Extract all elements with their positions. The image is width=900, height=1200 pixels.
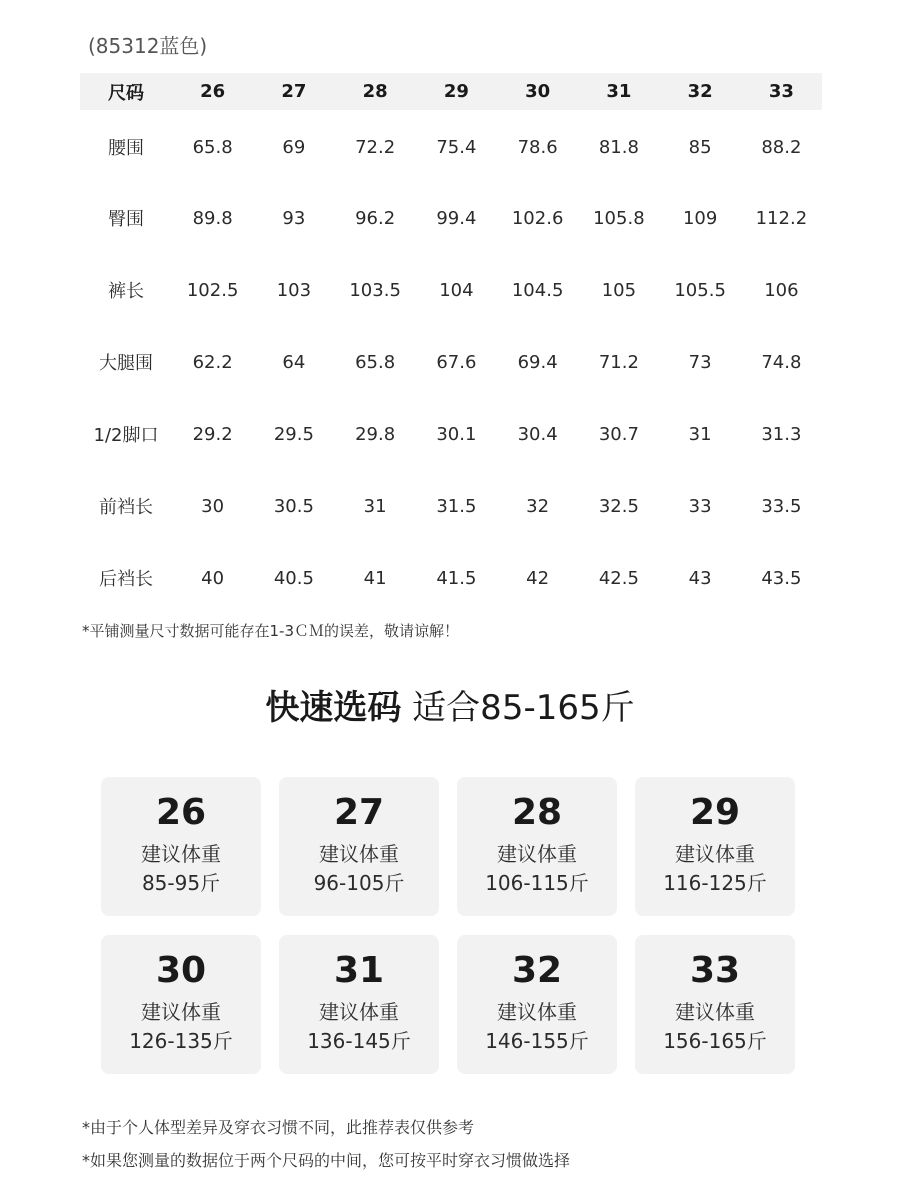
table-cell: 31 [363, 495, 387, 517]
table-row [80, 326, 822, 398]
table-cell: 69 [282, 136, 306, 158]
table-cell: 29.8 [355, 423, 396, 445]
table-cell: 69.4 [517, 351, 558, 373]
size-table [80, 73, 822, 614]
header-cell: 27 [281, 81, 307, 102]
table-cell: 31.5 [436, 495, 477, 517]
row-label: 臀围 [108, 209, 144, 230]
row-label: 大腿围 [99, 353, 153, 374]
table-cell: 74.8 [761, 351, 802, 373]
table-cell: 109 [682, 207, 718, 229]
table-cell: 29.5 [273, 423, 314, 445]
card-weight-range: 126-135斤 [129, 1029, 233, 1053]
table-cell: 78.6 [517, 136, 558, 158]
card-weight-range: 116-125斤 [663, 871, 767, 895]
product-code: (85312蓝色) [88, 34, 208, 58]
card-size: 27 [333, 792, 385, 833]
table-cell: 65.8 [192, 136, 233, 158]
table-cell: 81.8 [598, 136, 639, 158]
table-cell: 43 [688, 567, 712, 589]
card-label: 建议体重 [319, 842, 399, 866]
table-cell: 62.2 [192, 351, 233, 373]
quick-select-title-range: 适合85-165斤 [401, 688, 635, 728]
card-label: 建议体重 [675, 1000, 755, 1024]
card-size: 28 [511, 792, 563, 833]
table-row [80, 398, 822, 470]
table-cell: 67.6 [436, 351, 477, 373]
size-recommendation-grid [101, 777, 798, 1074]
size-card [279, 777, 439, 916]
card-size: 26 [155, 792, 207, 833]
table-cell: 33.5 [761, 495, 802, 517]
card-size: 33 [689, 950, 741, 991]
table-row [80, 110, 822, 182]
footer-note-between-sizes: *如果您测量的数据位于两个尺码的中间，您可按平时穿衣习惯做选择 [82, 1151, 571, 1170]
table-cell: 88.2 [761, 136, 802, 158]
table-cell: 40.5 [273, 567, 314, 589]
size-card [101, 777, 261, 916]
table-cell: 32 [526, 495, 550, 517]
table-cell: 41 [363, 567, 387, 589]
table-cell: 103.5 [349, 279, 401, 301]
card-size: 31 [333, 950, 385, 991]
table-cell: 30.7 [598, 423, 639, 445]
table-cell: 30.1 [436, 423, 477, 445]
table-cell: 105.8 [593, 207, 645, 229]
table-cell: 40 [201, 567, 225, 589]
row-label: 前裆长 [99, 497, 153, 518]
table-cell: 32.5 [598, 495, 639, 517]
table-cell: 43.5 [761, 567, 802, 589]
card-size: 29 [689, 792, 741, 833]
row-label: 后裆长 [99, 569, 153, 590]
header-cell: 32 [687, 81, 713, 102]
header-cell: 26 [200, 81, 226, 102]
card-label: 建议体重 [497, 1000, 577, 1024]
table-cell: 85 [688, 136, 712, 158]
footer-note-reference: *由于个人体型差异及穿衣习惯不同，此推荐表仅供参考 [82, 1118, 475, 1137]
table-cell: 103 [276, 279, 312, 301]
table-cell: 29.2 [192, 423, 233, 445]
card-weight-range: 156-165斤 [663, 1029, 767, 1053]
table-row [80, 470, 822, 542]
card-label: 建议体重 [675, 842, 755, 866]
table-cell: 30.4 [517, 423, 558, 445]
header-cell: 尺码 [108, 82, 144, 104]
card-label: 建议体重 [319, 1000, 399, 1024]
size-card [279, 935, 439, 1074]
table-cell: 104.5 [511, 279, 564, 301]
size-table-header-row [80, 73, 822, 110]
header-cell: 28 [362, 81, 388, 102]
header-cell: 29 [443, 81, 469, 102]
measurement-note: *平铺测量尺寸数据可能存在1-3ＣＭ的误差，敬请谅解！ [82, 622, 460, 640]
card-label: 建议体重 [141, 842, 221, 866]
card-weight-range: 106-115斤 [485, 871, 589, 895]
card-weight-range: 96-105斤 [313, 871, 405, 895]
table-row [80, 542, 822, 614]
card-size: 30 [155, 950, 207, 991]
table-cell: 33 [688, 495, 712, 517]
table-cell: 71.2 [598, 351, 639, 373]
table-row [80, 182, 822, 254]
card-weight-range: 146-155斤 [485, 1029, 589, 1053]
table-cell: 65.8 [355, 351, 396, 373]
table-cell: 42.5 [598, 567, 639, 589]
card-weight-range: 136-145斤 [307, 1029, 411, 1053]
table-cell: 42 [526, 567, 550, 589]
size-card [635, 777, 795, 916]
table-cell: 30.5 [273, 495, 314, 517]
card-label: 建议体重 [141, 1000, 221, 1024]
row-label: 裤长 [108, 281, 144, 302]
row-label: 腰围 [108, 138, 144, 159]
card-size: 32 [511, 950, 563, 991]
table-cell: 99.4 [436, 207, 477, 229]
table-cell: 104 [439, 279, 474, 301]
table-cell: 105.5 [674, 279, 726, 301]
table-cell: 75.4 [436, 136, 477, 158]
header-cell: 31 [606, 81, 632, 102]
card-label: 建议体重 [497, 842, 577, 866]
table-cell: 31 [688, 423, 712, 445]
header-cell: 33 [768, 81, 794, 102]
table-cell: 102.5 [186, 279, 239, 301]
table-cell: 73 [688, 351, 712, 373]
table-cell: 64 [282, 351, 306, 373]
table-cell: 30 [201, 495, 225, 517]
table-cell: 93 [282, 207, 306, 229]
quick-select-title [0, 680, 900, 729]
size-card [101, 935, 261, 1074]
table-cell: 31.3 [761, 423, 802, 445]
table-cell: 105 [601, 279, 637, 301]
table-cell: 112.2 [755, 207, 808, 229]
table-cell: 96.2 [355, 207, 396, 229]
size-card [457, 935, 617, 1074]
quick-select-title-bold: 快速选码 [265, 688, 402, 728]
table-row [80, 254, 822, 326]
card-weight-range: 85-95斤 [141, 871, 221, 895]
header-cell: 30 [525, 81, 551, 102]
table-cell: 72.2 [355, 136, 396, 158]
size-card [635, 935, 795, 1074]
size-card [457, 777, 617, 916]
table-cell: 89.8 [192, 207, 233, 229]
table-cell: 41.5 [436, 567, 477, 589]
table-cell: 106 [764, 279, 799, 301]
row-label: 1/2脚口 [93, 425, 159, 446]
table-cell: 102.6 [511, 207, 564, 229]
